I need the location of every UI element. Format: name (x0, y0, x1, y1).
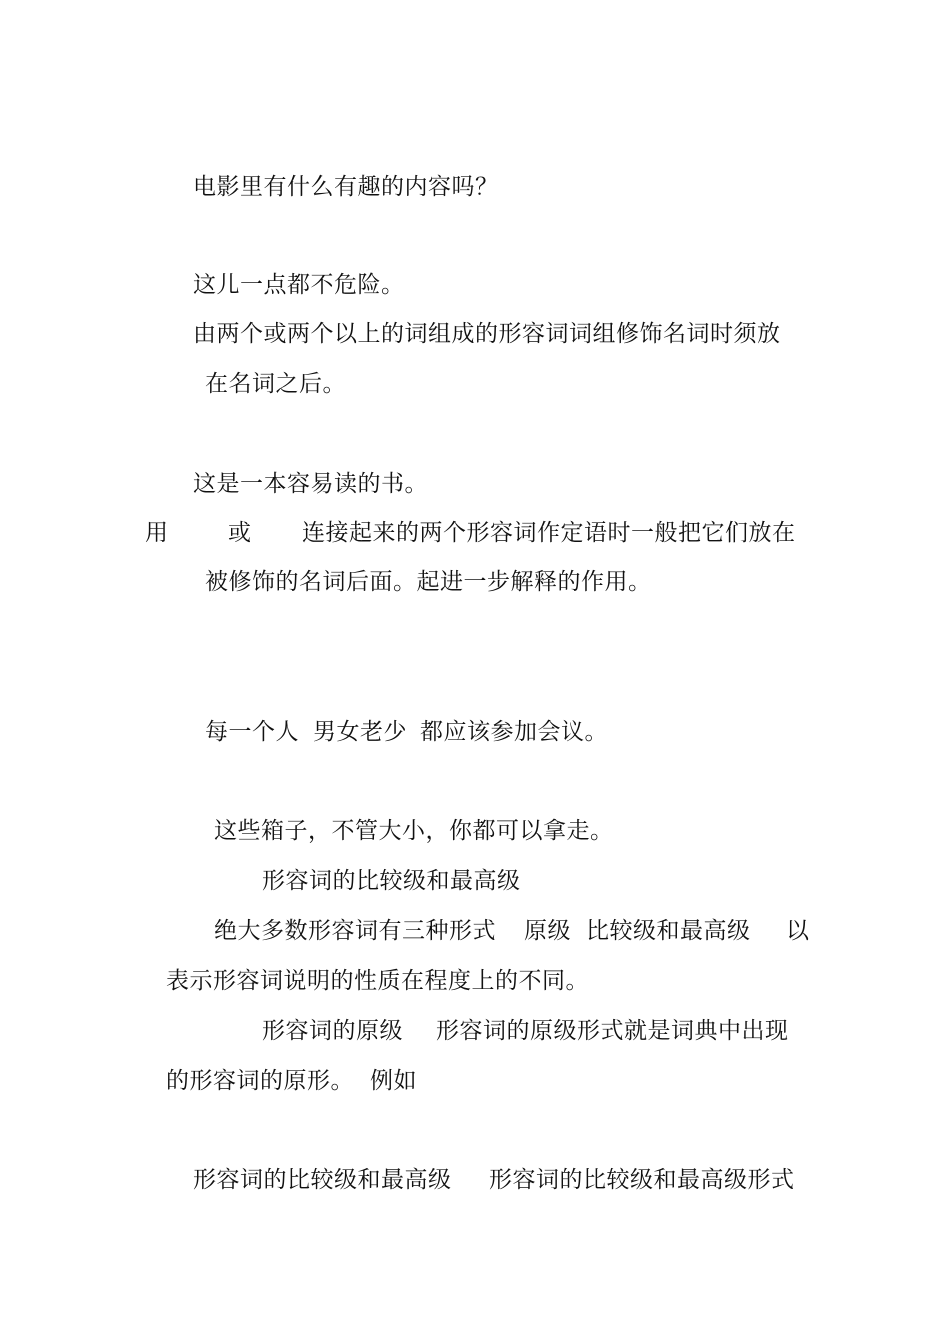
text-fragment: 都应该参加会议。 (420, 719, 608, 745)
text-line-example: 这些箱子，不管大小，你都可以拿走。 (214, 818, 614, 844)
subsection-heading: 形容词的原级 (262, 1018, 403, 1044)
text-fragment: 原级 (524, 918, 571, 944)
text-line-example: 这儿一点都不危险。 (193, 272, 405, 298)
text-line-rule-continued: 在名词之后。 (205, 371, 346, 397)
text-fragment: 每一个人 (205, 719, 299, 745)
text-fragment: 例如 (370, 1068, 417, 1094)
text-line-example: 这是一本容易读的书。 (193, 471, 428, 497)
text-fragment: 以 (786, 918, 810, 944)
text-fragment: 绝大多数形容词有三种形式 (214, 918, 496, 944)
text-fragment: 比较级和最高级 (586, 918, 751, 944)
subsection-heading: 形容词的比较级和最高级 (193, 1167, 452, 1193)
section-heading: 形容词的比较级和最高级 (262, 868, 521, 894)
text-fragment: 用 (145, 520, 169, 546)
text-fragment: 形容词的原级形式就是词典中出现 (436, 1018, 789, 1044)
text-line-rule-continued: 被修饰的名词后面。起进一步解释的作用。 (205, 569, 652, 595)
text-fragment: 的形容词的原形。 (166, 1068, 354, 1094)
text-line-continued: 表示形容词说明的性质在程度上的不同。 (166, 968, 589, 994)
text-fragment: 形容词的比较级和最高级形式 (489, 1167, 795, 1193)
text-fragment: 或 (228, 520, 252, 546)
text-line-question: 电影里有什么有趣的内容吗？ (193, 174, 499, 200)
text-line-rule: 由两个或两个以上的词组成的形容词词组修饰名词时须放 (193, 321, 781, 347)
text-line-rule: 连接起来的两个形容词作定语时一般把它们放在 (302, 520, 796, 546)
text-fragment: 男女老少 (313, 719, 407, 745)
